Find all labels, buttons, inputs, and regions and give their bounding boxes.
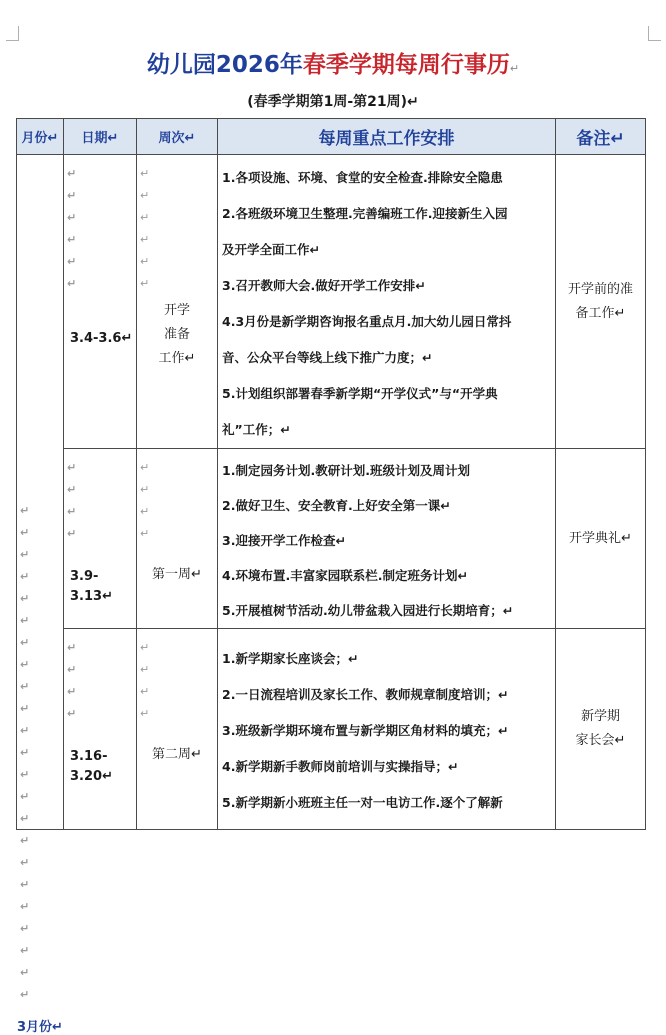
header-date: 日期↵ <box>64 119 137 155</box>
paragraph-mark: ↵ <box>20 504 30 517</box>
paragraph-mark: ↵ <box>67 189 77 202</box>
paragraph-mark: ↵ <box>67 211 77 224</box>
date-range: 3.4-3.6↵ <box>70 331 133 346</box>
header-tasks: 每周重点工作安排 <box>218 119 556 155</box>
week-label-line: 第一周↵ <box>152 567 202 582</box>
task-item: 1.制定园务计划.教研计划.班级计划及周计划 <box>222 463 470 478</box>
header-remark: 备注↵ <box>556 119 646 155</box>
paragraph-mark: ↵ <box>67 483 77 496</box>
task-item: 4.环境布置.丰富家园联系栏.制定班务计划↵ <box>222 568 468 583</box>
task-item: 3.班级新学期环境布置与新学期区角材料的填充；↵ <box>222 723 509 738</box>
paragraph-mark: ↵ <box>67 707 77 720</box>
title-part-spring-term: 春季学期 <box>302 52 395 78</box>
paragraph-marks <box>67 457 76 545</box>
remark-text: 开学前的准 备工作↵ <box>567 281 633 321</box>
paragraph-mark: ↵ <box>20 592 30 605</box>
paragraph-mark: ↵ <box>20 966 30 979</box>
table-row <box>17 449 646 629</box>
task-item: 2.各班级环境卫生整理.完善编班工作.迎接新生入园 及开学全面工作↵ <box>222 205 508 257</box>
week-label-line: 工作↵ <box>158 351 196 366</box>
paragraph-mark: ↵ <box>509 62 520 75</box>
paragraph-mark: ↵ <box>20 768 30 781</box>
tasks-cell <box>218 155 556 449</box>
paragraph-mark: ↵ <box>20 834 30 847</box>
task-list <box>218 156 555 448</box>
date-range: 3.9-3.13↵ <box>70 569 113 604</box>
week-cell <box>137 449 218 629</box>
paragraph-mark: ↵ <box>20 636 30 649</box>
paragraph-mark: ↵ <box>20 790 30 803</box>
task-item: 5.新学期新小班班主任一对一电访工作.逐个了解新 <box>222 795 503 810</box>
paragraph-mark: ↵ <box>20 680 30 693</box>
paragraph-mark: ↵ <box>20 900 30 913</box>
remark-cell <box>556 449 646 629</box>
paragraph-marks <box>20 500 29 1006</box>
paragraph-mark: ↵ <box>140 641 150 654</box>
paragraph-mark: ↵ <box>140 505 150 518</box>
paragraph-mark: ↵ <box>140 189 150 202</box>
tasks-cell <box>218 629 556 830</box>
date-cell <box>64 629 137 830</box>
paragraph-mark: ↵ <box>20 658 30 671</box>
paragraph-mark: ↵ <box>140 277 150 290</box>
paragraph-mark: ↵ <box>20 856 30 869</box>
remark-text: 开学典礼↵ <box>569 530 632 546</box>
paragraph-mark: ↵ <box>67 641 77 654</box>
paragraph-marks <box>140 457 149 545</box>
week-cell <box>137 155 218 449</box>
title-part-weekly: 每周行事历 <box>394 52 510 78</box>
paragraph-mark: ↵ <box>20 548 30 561</box>
month-label: 3月份↵ <box>17 1020 63 1035</box>
task-item: 5.开展植树节活动.幼儿带盆栽入园进行长期培育；↵ <box>222 603 514 618</box>
paragraph-mark: ↵ <box>67 663 77 676</box>
paragraph-marks <box>140 163 149 295</box>
paragraph-mark: ↵ <box>20 614 30 627</box>
week-label <box>137 299 217 371</box>
paragraph-mark: ↵ <box>140 461 150 474</box>
task-item: 4.新学期新手教师岗前培训与实操指导；↵ <box>222 759 459 774</box>
weekly-calendar-table <box>16 118 646 1035</box>
header-month: 月份↵ <box>17 119 64 155</box>
page-corner-mark-left <box>6 26 19 41</box>
paragraph-mark: ↵ <box>20 988 30 1001</box>
week-label-line: 准备 <box>163 327 190 342</box>
remark-text: 新学期 家长会↵ <box>575 709 626 748</box>
paragraph-mark: ↵ <box>67 505 77 518</box>
task-item: 3.召开教师大会.做好开学工作安排↵ <box>222 277 426 293</box>
paragraph-mark: ↵ <box>67 527 77 540</box>
paragraph-mark: ↵ <box>20 944 30 957</box>
task-item: 3.迎接开学工作检查↵ <box>222 533 346 548</box>
table-row <box>17 629 646 830</box>
task-item: 5.计划组织部署春季新学期“开学仪式”与“开学典 礼”工作；↵ <box>222 385 498 437</box>
task-item: 2.一日流程培训及家长工作、教师规章制度培训；↵ <box>222 687 509 702</box>
paragraph-mark: ↵ <box>67 255 77 268</box>
paragraph-mark: ↵ <box>20 702 30 715</box>
paragraph-mark: ↵ <box>140 233 150 246</box>
paragraph-mark: ↵ <box>140 707 150 720</box>
paragraph-mark: ↵ <box>140 685 150 698</box>
title-part-kindergarten-year: 幼儿园2026年 <box>146 52 303 78</box>
task-item: 1.各项设施、环境、食堂的安全检查.排除安全隐患 <box>222 169 503 185</box>
task-item: 4.3月份是新学期咨询报名重点月.加大幼儿园日常抖 音、公众平台等线上线下推广力度；↵ <box>222 313 512 365</box>
paragraph-mark: ↵ <box>20 724 30 737</box>
paragraph-mark: ↵ <box>20 922 30 935</box>
table-header-row <box>17 119 646 155</box>
paragraph-mark: ↵ <box>140 483 150 496</box>
paragraph-mark: ↵ <box>67 277 77 290</box>
paragraph-mark: ↵ <box>20 812 30 825</box>
week-cell <box>137 629 218 830</box>
paragraph-mark: ↵ <box>67 461 77 474</box>
paragraph-mark: ↵ <box>140 211 150 224</box>
paragraph-mark: ↵ <box>67 233 77 246</box>
paragraph-mark: ↵ <box>20 570 30 583</box>
task-item: 1.新学期家长座谈会；↵ <box>222 651 359 666</box>
remark-cell <box>556 629 646 830</box>
page-subtitle: (春季学期第1周-第21周)↵ <box>247 94 419 110</box>
paragraph-mark: ↵ <box>20 526 30 539</box>
paragraph-mark: ↵ <box>140 663 150 676</box>
paragraph-mark: ↵ <box>20 746 30 759</box>
table-row <box>17 155 646 449</box>
paragraph-mark: ↵ <box>67 167 77 180</box>
paragraph-mark: ↵ <box>140 527 150 540</box>
paragraph-marks <box>140 637 149 725</box>
header-week: 周次↵ <box>137 119 218 155</box>
task-list <box>218 449 555 628</box>
paragraph-marks <box>67 637 76 725</box>
week-label-line: 开学 <box>163 303 190 318</box>
date-range: 3.16-3.20↵ <box>70 749 113 784</box>
paragraph-mark: ↵ <box>67 685 77 698</box>
date-cell <box>64 155 137 449</box>
week-label <box>137 743 217 767</box>
month-cell <box>17 155 64 1035</box>
page-corner-mark-right <box>648 26 661 41</box>
paragraph-mark: ↵ <box>20 878 30 891</box>
tasks-cell <box>218 449 556 629</box>
week-label <box>137 563 217 587</box>
paragraph-mark: ↵ <box>140 167 150 180</box>
paragraph-mark: ↵ <box>140 255 150 268</box>
paragraph-marks <box>67 163 76 295</box>
page-title <box>0 50 666 84</box>
task-list <box>218 637 555 821</box>
date-cell <box>64 449 137 629</box>
remark-cell <box>556 155 646 449</box>
week-label-line: 第二周↵ <box>152 747 202 762</box>
task-item: 2.做好卫生、安全教育.上好安全第一课↵ <box>222 498 451 513</box>
